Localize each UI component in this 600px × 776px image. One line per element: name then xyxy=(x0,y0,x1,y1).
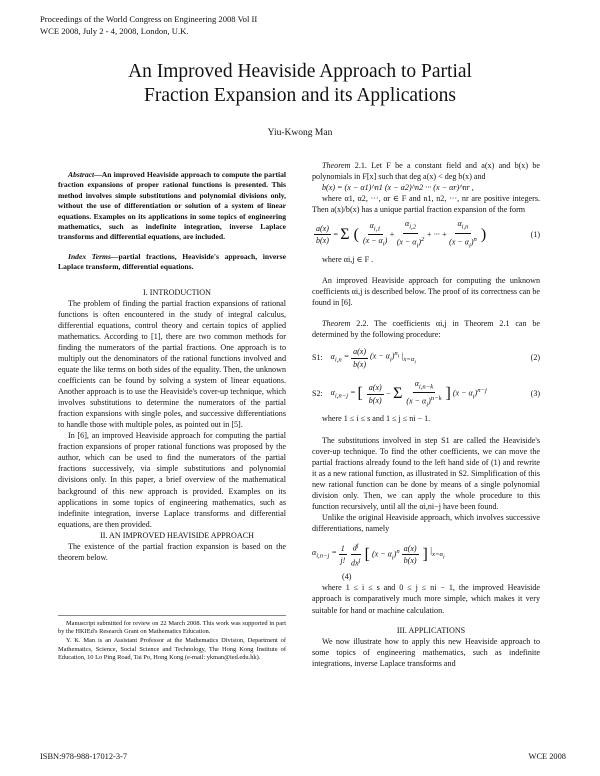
footer-isbn: ISBN:978-988-17012-3-7 xyxy=(40,752,128,761)
substitution-paragraph: The substitutions involved in step S1 are called the Heaviside's cover-up technique. To find the other coefficients, we can move the partial fractions already found to the left hand side of (1) and rewrite it as a new rational function, as illustrated in S2. Simplification of this new rational function can be done by means of a single polynomial division only. Then, we can apply the whole procedure to this function recursively, until all the αi,ni−j have been found. xyxy=(312,435,540,511)
equation-4-where: where 1 ≤ i ≤ s and 0 ≤ j ≤ ni − 1, the improved Heaviside approach is comparatively much more simple, which makes it very suitable for hand or machine calculation. xyxy=(312,583,540,615)
theorem-2-2-label: Theorem xyxy=(322,319,351,329)
footnote-affiliation: Y. K. Man is an Assistant Professor at the Mathematics Division, Department of Mathematics, Science, Social Science and Technology, The Hong Kong Institute of Education, 10 Lo Ping Road, Tai Po, Hong Kong (e-mail: ykman@ied.edu.hk). xyxy=(58,637,286,662)
right-column xyxy=(312,160,540,669)
theorem-2-1-label: Theorem xyxy=(322,161,351,170)
theorem-2-1-number: 2.1. xyxy=(354,161,367,170)
equation-3-where: where 1 ≤ i ≤ s and 1 ≤ j ≤ ni − 1. xyxy=(322,414,431,424)
eq1-lhs: $\frac{a(x)}{b(x)}$ xyxy=(316,224,329,246)
eq4-derivative: $d^j$ $dx^j$ xyxy=(351,541,361,568)
abstract-label: Abstract xyxy=(68,170,95,179)
eq3-sum-term: $\alpha_{i,n-k}$ $(x - \alpha_i)^{n-k}$ xyxy=(406,378,442,409)
equation-1-where: where αi,j ∈ F . xyxy=(322,255,374,265)
title-line-2: Fraction Expansion and its Applications xyxy=(144,85,456,106)
equation-2: S1: $\alpha_{i,n}$ = $\frac{a(x)}{b(x)}$ $(x - \alpha_i)^{n_i}$ $|_{x=\alpha_i}$ (2) xyxy=(312,347,540,369)
theorem-2-2-number: 2.2. xyxy=(356,319,369,329)
eq1-sum-icon: Σ xyxy=(340,226,350,244)
left-column xyxy=(58,160,286,663)
section-heading-introduction: I. INTRODUCTION xyxy=(143,287,211,297)
heaviside-contrast-paragraph: Unlike the original Heaviside approach, which involves successive differentiations, namely xyxy=(312,512,540,533)
paper-title xyxy=(0,60,600,108)
footer-conference: WCE 2008 xyxy=(528,752,566,761)
step-s1-label: S1: xyxy=(312,353,323,363)
header-line-1: Proceedings of the World Congress on Engineering 2008 Vol II xyxy=(40,14,258,24)
index-terms xyxy=(58,252,286,273)
title-line-1: An Improved Heaviside Approach to Partial xyxy=(128,61,472,82)
theorem-2-1-denominator: b(x) = (x − α1)^n1 (x − α2)^n2 ··· (x − αr)^nr , xyxy=(322,183,474,193)
header-line-2: WCE 2008, July 2 - 4, 2008, London, U.K. xyxy=(40,26,189,36)
intro-paragraph-2: In [6], an improved Heaviside approach for computing the partial fraction expansions of proper rational functions was proposed by the author, which can be used to find the numerators of the partial fractions successively, via simple substitutions and polynomial divisions only. In this paper, a brief overview of the mathematical background of this new approach is provided. Examples on its applications in some topics of engineering mathematics, such as indefinite integration, inverse Laplace transforms and differential equations, are then provided. xyxy=(58,431,286,529)
theorem-2-1 xyxy=(312,160,540,182)
approach-intro-paragraph: An improved Heaviside approach for computing the unknown coefficients αi,j is described below. The proof of its correctness can be found in [6]. xyxy=(312,276,540,308)
eq4-fraction: a(x) b(x) xyxy=(403,543,417,565)
theorem-2-2-text: The coefficients αi,j in Theorem 2.1 can be determined by the following procedure: xyxy=(312,319,540,340)
approach-paragraph: The existence of the partial fraction expansion is based on the theorem below. xyxy=(58,541,286,562)
abstract-text: —An improved Heaviside approach to compute the partial fraction expansions of proper rational functions is presented. This method involves simple substitutions and polynomial divisions only, without the use of differentiation or solution of a system of linear equations. Examples on its applications in some topics of engineering mathematics, such as indefinite integration, inverse Laplace transforms and differential equations, are included. xyxy=(58,170,286,242)
applications-paragraph: We now illustrate how to apply this new Heaviside approach to some topics of engineering mathematics, such as indefinite integrations, inverse Laplace transforms and xyxy=(312,636,540,668)
eq3-sum-icon: Σ xyxy=(393,385,403,403)
eq4-factorial: $\frac{1}{j!}$ xyxy=(340,543,346,565)
equation-4: $\alpha_{i,n-j}$ = $\frac{1}{j!}$ $d^j$ $dx^j$ [ $(x - \alpha_i)^n$ a(x) b(x) ] $|_{x=\alpha_i}$ xyxy=(312,541,445,568)
footnotes xyxy=(58,615,286,663)
eq1-term-1: $\alpha_{i,1}$ $(x - \alpha_i)$ xyxy=(362,220,388,248)
section-heading-applications: III. APPLICATIONS xyxy=(396,625,466,635)
section-heading-approach: II. AN IMPROVED HEAVISIDE APPROACH xyxy=(100,530,254,540)
running-header xyxy=(40,13,257,37)
theorem-2-1-where: where α1, α2, ···, αr ∈ F and n1, n2, ···, nr are positive integers. Then a(x)/b(x) has a unique partial fraction expansion of the form xyxy=(312,194,540,215)
author: Yiu-Kwong Man xyxy=(267,128,333,138)
equation-1: $\frac{a(x)}{b(x)}$ = Σ ( $\alpha_{i,1}$ $(x - \alpha_i)$ + $\frac{\alpha_{i,2}}{(x - \alpha_i)^2}$ + ··· + $\frac{\alpha_{i,n}}{(x - \alpha_i)^n}$ ) (1) xyxy=(312,218,540,251)
eq2-fraction: $\frac{a(x)}{b(x)}$ xyxy=(353,347,367,369)
index-terms-label: Index Terms xyxy=(68,251,111,261)
equation-3: S2: $\alpha_{i,n-j}$ = [ a(x) b(x) − Σ $\alpha_{i,n-k}$ $(x - \alpha_i)^{n-k}$ ] $(x - \alpha_i)^{n-j}$ (3) xyxy=(312,378,540,411)
index-terms-text: —partial fractions, Heaviside's approach, inverse Laplace transform, differential equations. xyxy=(58,251,286,272)
eq3-fraction: a(x) b(x) xyxy=(368,383,382,405)
abstract xyxy=(58,170,286,243)
step-s2-label: S2: xyxy=(312,389,323,399)
eq1-term-n: $\frac{\alpha_{i,n}}{(x - \alpha_i)^n}$ xyxy=(449,219,477,250)
footnote-manuscript: Manuscript submitted for review on 22 March 2008. This work was supported in part by the HKIEd's Research Grant on Mathematics Education. xyxy=(58,619,286,636)
theorem-2-2 xyxy=(312,318,540,340)
theorem-2-1-text: Let F be a constant field and a(x) and b(x) be polynomials in F[x] such that deg a(x) < deg b(x) and xyxy=(312,161,540,182)
eq1-term-2: $\frac{\alpha_{i,2}}{(x - \alpha_i)^2}$ xyxy=(396,219,425,250)
equation-3-number: (3) xyxy=(530,389,540,399)
equation-4-number: (4) xyxy=(342,572,352,582)
equation-2-number: (2) xyxy=(530,353,540,363)
equation-1-number: (1) xyxy=(530,230,540,240)
intro-paragraph-1: The problem of finding the partial fraction expansions of rational functions is often encountered in the study of integral calculus, differential equations, control theory and certain topics of applied mathematics. According to [1], there are two common methods for finding the numerators of the partial fractions. One approach is to multiply out the denominators of the rational functions involved and equate the like terms on both sides of the equality. Then, the unknown coefficients can be found by solving a system of linear equations. Another approach is to use the Heaviside's cover-up technique, which involves substitutions to determine the numerators of the partial fraction expansions with single poles, and successive differentiations to handle those with multiple poles, as pointed out in [5]. xyxy=(58,298,286,430)
